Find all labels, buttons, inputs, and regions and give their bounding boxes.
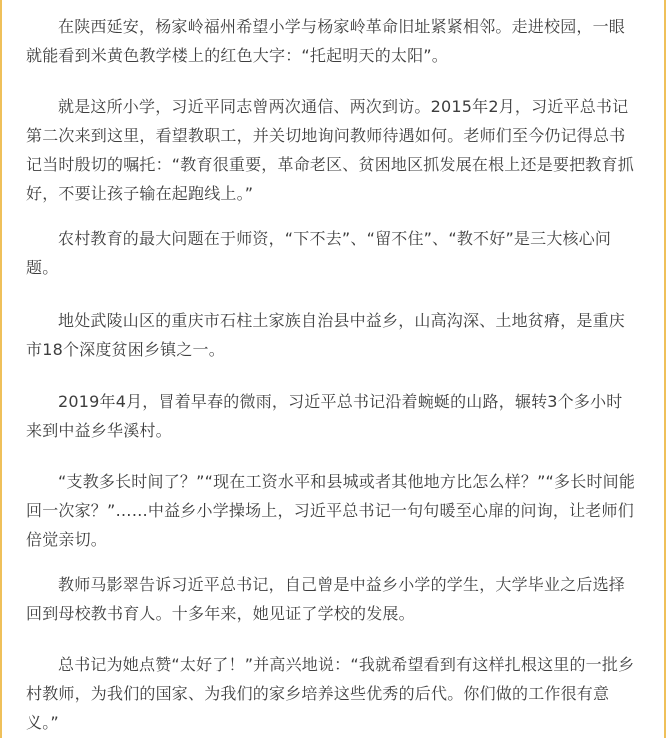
paragraph-3: 农村教育的最大问题在于师资，“下不去”、“留不住”、“教不好”是三大核心问题。 xyxy=(26,229,612,277)
paragraph-2: 就是这所小学，习近平同志曾两次通信、两次到访。2015年2月，习近平总书记第二次来到这里，看望教职工，并关切地询问教师待遇如何。老师们至今仍记得总书记当时殷切的嘱托：“教育很重要，革命老区、贫困地区抓发展在根上还是要把教育抓好，不要让孩子输在起跑线上。” xyxy=(26,97,634,203)
paragraph-6: “支教多长时间了？”“现在工资水平和县城或者其他地方比怎么样？”“多长时间能回一次家？”……中益乡小学操场上，习近平总书记一句句暖至心扉的问询，让老师们倍觉亲切。 xyxy=(26,472,636,549)
paragraph-8: 总书记为她点赞“太好了！”并高兴地说：“我就希望看到有这样扎根这里的一批乡村教师，为我们的国家、为我们的家乡培养这些优秀的后代。你们做的工作很有意义。” xyxy=(26,655,635,732)
paragraph-4: 地处武陵山区的重庆市石柱土家族自治县中益乡，山高沟深、土地贫瘠，是重庆市18个深度贫困乡镇之一。 xyxy=(26,311,626,359)
paragraph-7: 教师马影翠告诉习近平总书记，自己曾是中益乡小学的学生，大学毕业之后选择回到母校教书育人。十多年来，她见证了学校的发展。 xyxy=(26,575,626,623)
paragraph-1: 在陕西延安，杨家岭福州希望小学与杨家岭革命旧址紧紧相邻。走进校园，一眼就能看到米黄色教学楼上的红色大字：“托起明天的太阳”。 xyxy=(26,17,626,65)
paragraph-5: 2019年4月，冒着早春的微雨，习近平总书记沿着蜿蜒的山路，辗转3个多小时来到中益乡华溪村。 xyxy=(26,392,623,440)
